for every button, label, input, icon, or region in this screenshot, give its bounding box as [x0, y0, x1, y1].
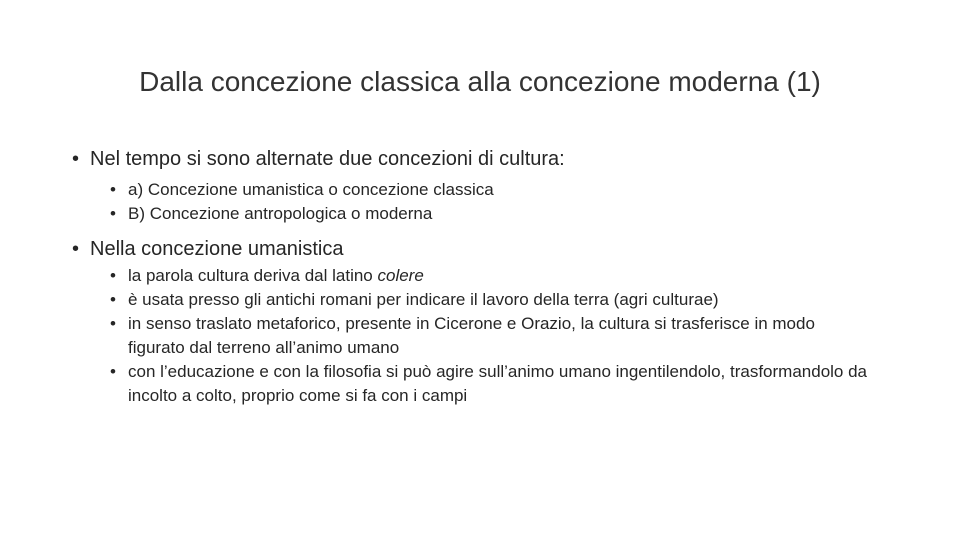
bullet-dot: •	[110, 314, 116, 333]
slide-body	[72, 144, 872, 408]
bullet-dot: •	[110, 180, 116, 199]
bullet-dot: •	[72, 238, 80, 260]
sub-bullet-list	[72, 178, 872, 226]
bullet-text: Nella concezione umanistica	[90, 238, 344, 260]
bullet-level2	[72, 178, 872, 202]
bullet-text: Nel tempo si sono alternate due concezioni di cultura:	[90, 148, 565, 170]
bullet-text: è usata presso gli antichi romani per indicare il lavoro della terra (agri culturae)	[128, 290, 719, 309]
sub-bullet-list	[72, 264, 872, 408]
bullet-dot: •	[110, 204, 116, 223]
bullet-text: in senso traslato metaforico, presente in Cicerone e Orazio, la cultura si trasferisce in modo figurato dal terreno all’animo umano	[128, 314, 815, 357]
bullet-text: a) Concezione umanistica o concezione classica	[128, 180, 494, 199]
bullet-dot: •	[110, 290, 116, 309]
bullet-level2	[72, 264, 872, 288]
bullet-level2	[72, 288, 872, 312]
bullet-dot: •	[110, 362, 116, 381]
latin-word: colere	[377, 266, 424, 285]
bullet-level1	[72, 234, 872, 264]
bullet-level2	[72, 360, 872, 408]
bullet-dot: •	[110, 266, 116, 285]
bullet-dot: •	[72, 148, 80, 170]
bullet-level2	[72, 312, 872, 360]
bullet-text: la parola cultura deriva dal latino	[128, 266, 378, 285]
bullet-level1	[72, 144, 872, 174]
bullet-text: B) Concezione antropologica o moderna	[128, 204, 433, 223]
slide-title: Dalla concezione classica alla concezione moderna (1)	[139, 66, 821, 97]
bullet-level2	[72, 202, 872, 226]
bullet-text: con l’educazione e con la filosofia si può agire sull’animo umano ingentilendolo, trasformandolo da incolto a colto, proprio come si fa con i campi	[128, 362, 868, 405]
